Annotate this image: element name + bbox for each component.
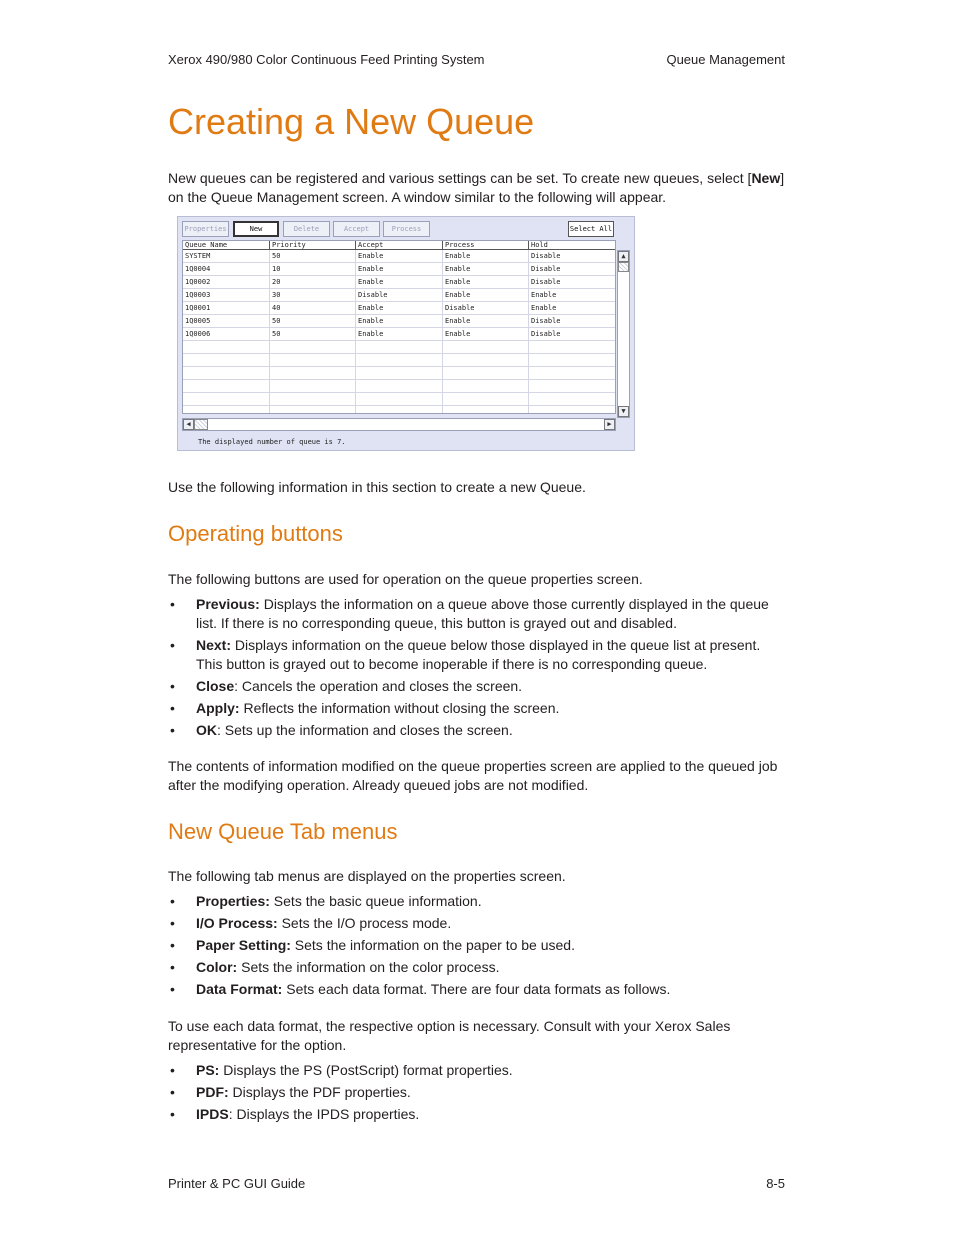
list-item-term: Next: <box>196 637 232 653</box>
table-cell: 50 <box>270 250 356 262</box>
table-cell <box>270 393 356 405</box>
table-cell <box>183 367 270 379</box>
list-item-text: : Cancels the operation and closes the screen. <box>234 678 523 694</box>
list-item-term: Properties: <box>196 893 270 909</box>
table-cell <box>183 354 270 366</box>
list-item <box>168 721 788 740</box>
column-header-process[interactable]: Process <box>443 241 529 249</box>
scroll-down-arrow-icon[interactable]: ▼ <box>618 406 629 417</box>
table-cell: Disable <box>529 315 616 327</box>
table-cell: 20 <box>270 276 356 288</box>
list-item-term: Apply: <box>196 700 240 716</box>
table-cell: SYSTEM <box>183 250 270 262</box>
footer-guide-name: Printer & PC GUI Guide <box>168 1176 306 1191</box>
vertical-scrollbar[interactable] <box>617 250 630 418</box>
table-cell: Enable <box>356 263 443 275</box>
list-item <box>168 892 788 911</box>
table-cell <box>270 406 356 414</box>
tab-menus-list <box>168 892 788 1002</box>
table-row[interactable] <box>183 393 616 406</box>
delete-button[interactable]: Delete <box>283 221 330 237</box>
table-cell: 1Q0005 <box>183 315 270 327</box>
list-item <box>168 958 788 977</box>
table-cell: Disable <box>529 328 616 340</box>
select-all-button[interactable]: Select All <box>568 221 614 237</box>
table-cell: 50 <box>270 315 356 327</box>
table-cell <box>529 380 616 392</box>
table-cell: 1Q0002 <box>183 276 270 288</box>
list-item-text: : Displays the IPDS properties. <box>228 1106 420 1122</box>
table-cell: Enable <box>443 328 529 340</box>
list-item <box>168 595 788 633</box>
table-row[interactable] <box>183 380 616 393</box>
table-cell: 10 <box>270 263 356 275</box>
table-cell: 50 <box>270 328 356 340</box>
list-item-text: Displays information on the queue below those displayed in the queue list at present. This button is grayed out to become inoperable if there is no corresponding queue. <box>196 637 761 672</box>
accept-button[interactable]: Accept <box>333 221 380 237</box>
table-cell: 1Q0001 <box>183 302 270 314</box>
intro-text-before: New queues can be registered and various settings can be set. To create new queues, select [ <box>168 170 752 186</box>
table-row[interactable] <box>183 354 616 367</box>
list-item <box>168 636 788 674</box>
column-header-queue-name[interactable]: Queue Name <box>183 241 270 249</box>
table-cell <box>443 406 529 414</box>
list-item <box>168 677 788 696</box>
list-item-term: OK <box>196 722 217 738</box>
table-cell: Disable <box>443 302 529 314</box>
data-format-list <box>168 1061 788 1127</box>
operating-buttons-list <box>168 595 788 743</box>
table-cell <box>529 341 616 353</box>
list-item <box>168 1061 788 1080</box>
table-cell <box>183 406 270 414</box>
operating-buttons-note: The contents of information modified on the queue properties screen are applied to the queued job after the modifying operation. Already queued jobs are not modified. <box>168 758 778 793</box>
table-cell: Disable <box>529 250 616 262</box>
list-item-term: PS: <box>196 1062 220 1078</box>
process-button[interactable]: Process <box>383 221 430 237</box>
list-item <box>168 699 788 718</box>
table-cell <box>356 367 443 379</box>
list-item <box>168 980 788 999</box>
running-header-title: Xerox 490/980 Color Continuous Feed Printing System <box>168 52 485 67</box>
column-header-hold[interactable]: Hold <box>529 241 616 249</box>
list-item <box>168 914 788 933</box>
table-row[interactable] <box>183 263 616 276</box>
table-cell <box>356 341 443 353</box>
table-cell <box>183 380 270 392</box>
list-item-text: : Sets up the information and closes the screen. <box>217 722 513 738</box>
table-cell: 40 <box>270 302 356 314</box>
table-cell: Enable <box>356 250 443 262</box>
list-item-text: Displays the PDF properties. <box>228 1084 411 1100</box>
table-cell <box>183 393 270 405</box>
horizontal-scrollbar[interactable] <box>182 418 616 431</box>
horizontal-scroll-thumb[interactable] <box>194 419 208 430</box>
list-item-term: Color: <box>196 959 238 975</box>
list-item-term: I/O Process: <box>196 915 278 931</box>
table-row[interactable] <box>183 341 616 354</box>
table-row[interactable] <box>183 406 616 414</box>
properties-button[interactable]: Properties <box>182 221 229 237</box>
table-cell: Enable <box>443 276 529 288</box>
table-cell <box>443 341 529 353</box>
table-row[interactable] <box>183 367 616 380</box>
table-cell <box>270 367 356 379</box>
table-cell <box>356 380 443 392</box>
table-cell <box>529 406 616 414</box>
queue-list <box>182 240 616 414</box>
table-row[interactable] <box>183 315 616 328</box>
table-row[interactable] <box>183 250 616 263</box>
table-cell: Enable <box>443 289 529 301</box>
table-cell <box>529 354 616 366</box>
list-item-text: Sets the information on the color process. <box>237 959 500 975</box>
intro-text-after: ] on the Queue Management screen. A window similar to the following will appear. <box>168 170 785 205</box>
queue-management-screenshot <box>177 216 635 451</box>
footer-page-number: 8-5 <box>766 1176 785 1191</box>
table-cell: Enable <box>356 302 443 314</box>
list-item-text: Sets the basic queue information. <box>269 893 482 909</box>
table-cell: Disable <box>356 289 443 301</box>
table-cell <box>270 380 356 392</box>
table-row[interactable] <box>183 289 616 302</box>
table-cell <box>443 354 529 366</box>
list-item-term: IPDS <box>196 1106 229 1122</box>
table-cell: Disable <box>529 276 616 288</box>
table-cell <box>356 393 443 405</box>
queue-count-status: The displayed number of queue is 7. <box>198 438 346 446</box>
table-cell <box>356 406 443 414</box>
list-item-term: Previous: <box>196 596 260 612</box>
list-item <box>168 1105 788 1124</box>
table-row[interactable] <box>183 328 616 341</box>
list-item-term: Data Format: <box>196 981 283 997</box>
tab-menus-heading: New Queue Tab menus <box>168 819 398 844</box>
table-cell <box>183 341 270 353</box>
list-item-term: PDF: <box>196 1084 229 1100</box>
scroll-right-arrow-icon[interactable]: ▶ <box>604 419 615 430</box>
use-info-paragraph: Use the following information in this section to create a new Queue. <box>168 479 586 495</box>
new-button[interactable]: New <box>233 221 279 237</box>
list-item-text: Reflects the information without closing the screen. <box>239 700 560 716</box>
operating-buttons-lead: The following buttons are used for operation on the queue properties screen. <box>168 571 643 587</box>
table-cell: 30 <box>270 289 356 301</box>
list-item-text: Sets each data format. There are four data formats as follows. <box>282 981 671 997</box>
table-cell: 1Q0004 <box>183 263 270 275</box>
table-cell: Enable <box>356 328 443 340</box>
table-row[interactable] <box>183 302 616 315</box>
table-cell: Enable <box>443 315 529 327</box>
table-cell: Enable <box>356 315 443 327</box>
list-item-text: Displays the PS (PostScript) format properties. <box>219 1062 513 1078</box>
table-cell: Enable <box>443 250 529 262</box>
table-cell <box>270 341 356 353</box>
table-cell <box>356 354 443 366</box>
page-title: Creating a New Queue <box>168 101 535 142</box>
data-format-note: To use each data format, the respective option is necessary. Consult with your Xerox Sales representative for the option. <box>168 1018 731 1053</box>
list-item <box>168 1083 788 1102</box>
vertical-scroll-thumb[interactable] <box>618 262 629 272</box>
tab-menus-lead: The following tab menus are displayed on the properties screen. <box>168 868 566 884</box>
table-cell: Enable <box>529 302 616 314</box>
table-cell: 1Q0003 <box>183 289 270 301</box>
table-cell: Disable <box>529 263 616 275</box>
list-item-text: Sets the information on the paper to be used. <box>290 937 575 953</box>
table-cell: Enable <box>356 276 443 288</box>
table-cell <box>270 354 356 366</box>
table-cell <box>443 393 529 405</box>
list-item-term: Close <box>196 678 235 694</box>
column-header-priority[interactable]: Priority <box>270 241 356 249</box>
running-header-section: Queue Management <box>666 52 785 67</box>
scroll-left-arrow-icon[interactable]: ◀ <box>183 419 194 430</box>
table-cell <box>443 380 529 392</box>
table-cell: Enable <box>443 263 529 275</box>
intro-paragraph <box>168 169 788 207</box>
list-item-text: Displays the information on a queue above those currently displayed in the queue list. If there is no corresponding queue, this button is grayed out and disabled. <box>196 596 769 631</box>
table-cell <box>529 367 616 379</box>
intro-new-term: New <box>751 170 781 186</box>
table-cell: Enable <box>529 289 616 301</box>
list-item-term: Paper Setting: <box>196 937 291 953</box>
list-item <box>168 936 788 955</box>
operating-buttons-heading: Operating buttons <box>168 521 343 546</box>
list-item-text: Sets the I/O process mode. <box>277 915 452 931</box>
scroll-up-arrow-icon[interactable]: ▲ <box>618 251 629 262</box>
table-cell: 1Q0006 <box>183 328 270 340</box>
table-cell <box>529 393 616 405</box>
column-header-accept[interactable]: Accept <box>356 241 443 249</box>
queue-list-header <box>183 241 616 250</box>
table-cell <box>443 367 529 379</box>
table-row[interactable] <box>183 276 616 289</box>
